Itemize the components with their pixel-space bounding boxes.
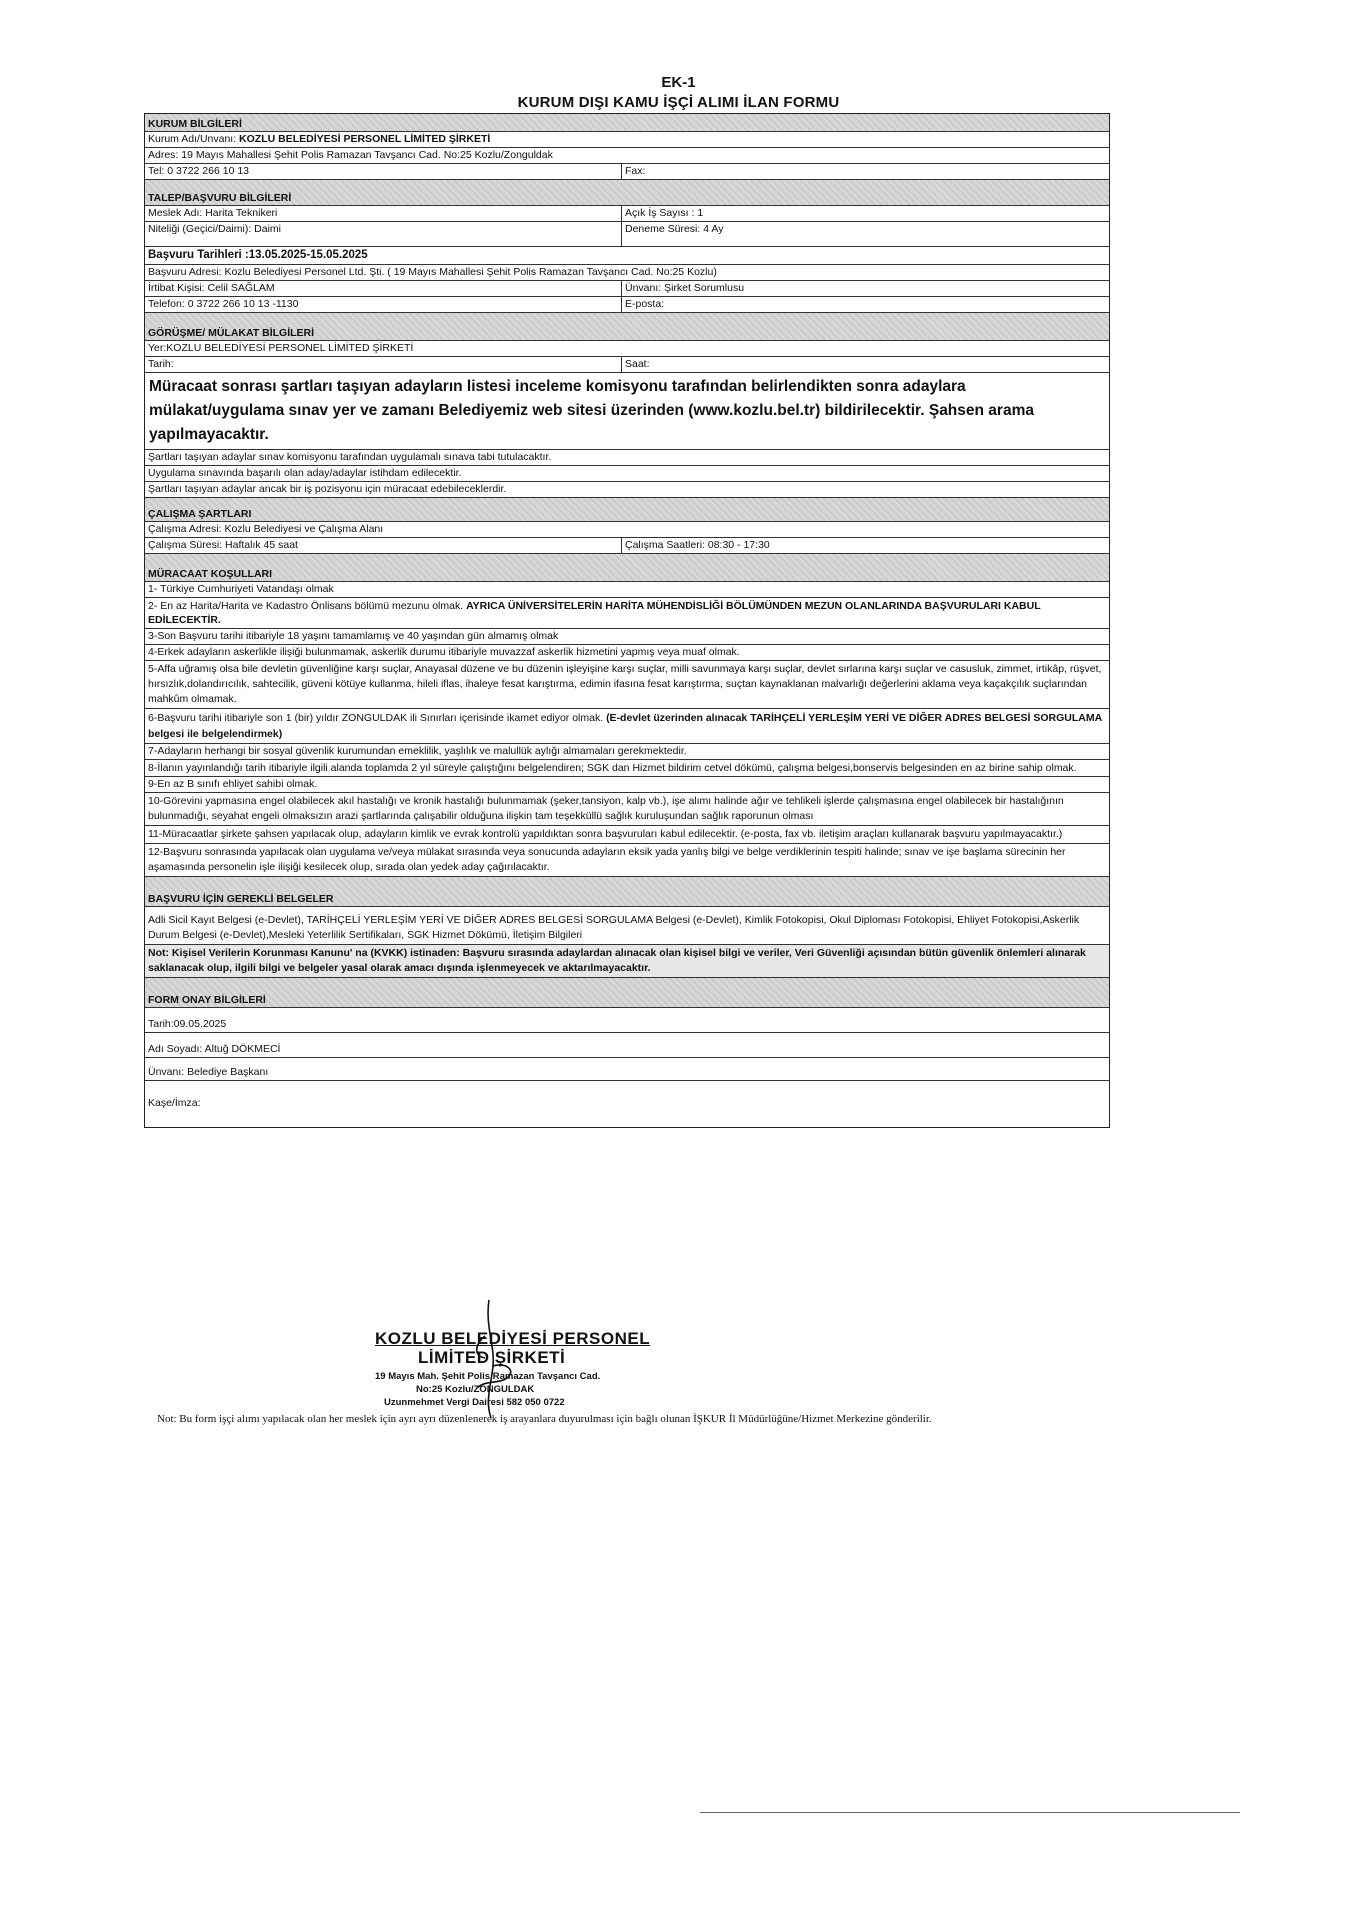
telefon: Telefon: 0 3722 266 10 13 -1130 bbox=[145, 297, 622, 312]
kosul-4: 4-Erkek adayların askerlikle ilişiği bulunmamak, askerlik durumu itibariyle muvazzaf askerlik hizmetini yapmış veya muaf olmak. bbox=[145, 645, 1109, 661]
talep-row-irtibat bbox=[145, 281, 1109, 297]
acik-is-sayisi: Açık İş Sayısı : 1 bbox=[625, 207, 704, 219]
section-kurum: KURUM BİLGİLERİ bbox=[145, 114, 1109, 132]
kosul-3: 3-Son Başvuru tarihi itibariyle 18 yaşını tamamlamış ve 40 yaşından gün almamış olmak bbox=[145, 629, 1109, 645]
irtibat-kisisi: İrtibat Kişisi: Celil SAĞLAM bbox=[145, 281, 622, 296]
gorusme-line-1: Şartları taşıyan adaylar sınav komisyonu tarafından uygulamalı sınava tabi tutulacaktır. bbox=[145, 450, 1109, 466]
kosul-5: 5-Affa uğramış olsa bile devletin güvenliğine karşı suçlar, Anayasal düzene ve bu düzenin işleyişine karşı suçlar, milli savunmaya karşı suçlar, devlet sırlarına karşı suçlar ve casusluk, zimmet, irtikâp, rüşvet, hırsızlık,dolandırıcılık, sahtecilik, güveni kötüye kullanma, hileli iflas, ihaleye fesat karıştırma, edimin ifasına fesat karıştırma, suçtan kaynaklanan malvarlığı değerlerini aklama veya kaçakçılık suçlarından mahkûm olmamak. bbox=[145, 661, 1109, 709]
kurum-tel: Tel: 0 3722 266 10 13 bbox=[145, 164, 622, 179]
notice-text: Müracaat sonrası şartları taşıyan adayların listesi inceleme komisyonu tarafından belirlendikten sonra adaylara mülakat/uygulama sınav yer ve zamanı Belediyemiz web sitesi üzerinden (www.kozlu.bel.tr) bildirilecektir. Şahsen arama yapılmayacaktır. bbox=[145, 373, 1109, 450]
meslek-adi: Meslek Adı: Harita Teknikeri bbox=[145, 206, 622, 221]
stamp-company-name: KOZLU BELEDİYESİ PERSONEL bbox=[375, 1329, 651, 1348]
section-calisma: ÇALIŞMA ŞARTLARI bbox=[145, 498, 1109, 522]
gorusme-line-2: Uygulama sınavında başarılı olan aday/adaylar istihdam edilecektir. bbox=[145, 466, 1109, 482]
talep-row-telefon bbox=[145, 297, 1109, 313]
kosul-9: 9-En az B sınıfı ehliyet sahibi olmak. bbox=[145, 777, 1109, 793]
kosul-6 bbox=[145, 709, 1109, 744]
stamp-tax-office: Uzunmehmet Vergi Dairesi 582 050 0722 bbox=[384, 1397, 565, 1408]
eposta: E-posta: bbox=[625, 298, 665, 310]
section-talep: TALEP/BAŞVURU BİLGİLERİ bbox=[145, 180, 1109, 206]
kosul-12: 12-Başvuru sonrasında yapılacak olan uygulama ve/veya mülakat sırasında veya sonucunda adayların eksik yada yanlış bilgi ve belge verdiklerinin tespiti halinde; sınav ve işe başlama sürecinin her aşamasında personelin işle ilişiği kesilecek olup, sırada olan yedek aday çağırılacaktır. bbox=[145, 844, 1109, 877]
kosul-11: 11-Müracaatlar şirkete şahsen yapılacak olup, adayların kimlik ve evrak kontrolü yapıldıktan sonra başvuruları kabul edilecektir. (e-posta, fax vb. iletişim araçları kullanarak başvuru yapılmayacaktır.) bbox=[145, 826, 1109, 844]
kurum-adi bbox=[145, 132, 1109, 148]
kurum-adi-label: Kurum Adı/Unvanı: bbox=[148, 133, 240, 145]
kosul-2-bold: AYRICA ÜNİVERSİTELERİN HARİTA MÜHENDİSLİĞİ BÖLÜMÜNDEN MEZUN OLANLARINDA BAŞVURULARI KABUL EDİLECEKTİR. bbox=[148, 600, 1041, 626]
kurum-tel-fax bbox=[145, 164, 1109, 180]
section-belgeler: BAŞVURU İÇİN GEREKLİ BELGELER bbox=[145, 877, 1109, 907]
calisma-adresi: Çalışma Adresi: Kozlu Belediyesi ve Çalışma Alanı bbox=[145, 522, 1109, 538]
gorusme-tarih-saat bbox=[145, 357, 1109, 373]
divider-line bbox=[700, 1812, 1240, 1813]
gorusme-yer: Yer:KOZLU BELEDİYESİ PERSONEL LİMİTED ŞİRKETİ bbox=[145, 341, 1109, 357]
kurum-fax: Fax: bbox=[625, 165, 646, 177]
onay-kase-imza: Kaşe/İmza: bbox=[148, 1097, 201, 1109]
kosul-1: 1- Türkiye Cumhuriyeti Vatandaşı olmak bbox=[145, 582, 1109, 598]
basvuru-tarihleri: Başvuru Tarihleri :13.05.2025-15.05.2025 bbox=[145, 247, 1109, 265]
stamp-address: 19 Mayıs Mah. Şehit Polis Ramazan Tavşancı Cad. bbox=[375, 1371, 601, 1382]
handwritten-signature-icon bbox=[455, 1296, 535, 1426]
niteligi: Niteliği (Geçici/Daimi): Daimi bbox=[145, 222, 622, 246]
onay-tarih: Tarih:09.05.2025 bbox=[145, 1008, 1109, 1033]
gorusme-tarih: Tarih: bbox=[145, 357, 622, 372]
talep-row-1 bbox=[145, 206, 1109, 222]
onay-adi-soyadi: Adı Soyadı: Altuğ DÖKMECİ bbox=[145, 1033, 1109, 1058]
annex-label: EK-1 bbox=[661, 74, 696, 91]
stamp-company-type: LİMİTED ŞİRKETİ bbox=[418, 1348, 566, 1367]
kosul-10: 10-Görevini yapmasına engel olabilecek akıl hastalığı ve kronik hastalığı bulunmamak (şeker,tansiyon, kalp vb.), işe alımı halinde ağır ve tehlikeli işlerde çalışmasına engel olabilecek bir hastalığının bulunmadığı, seyahat engeli olmaksızın arazi şartlarında çalışabilir olduğuna ilişkin tam teşekküllü sağlık kuruluşundan sağlık raporunun olması bbox=[145, 793, 1109, 826]
kosul-2 bbox=[145, 598, 1109, 629]
kurum-adi-value: KOZLU BELEDİYESİ PERSONEL LİMİTED ŞİRKETİ bbox=[239, 133, 491, 145]
form-title: KURUM DIŞI KAMU İŞÇİ ALIMI İLAN FORMU bbox=[517, 94, 840, 111]
section-gorusme: GÖRÜŞME/ MÜLAKAT BİLGİLERİ bbox=[145, 313, 1109, 341]
calisma-saatleri: Çalışma Saatleri: 08:30 - 17:30 bbox=[625, 539, 770, 551]
gerekli-belgeler: Adli Sicil Kayıt Belgesi (e-Devlet), TARİHÇELİ YERLEŞİM YERİ VE DİĞER ADRES BELGESİ SORGULAMA Belgesi (e-Devlet), Kimlik Fotokopisi, Okul Diploması Fotokopisi, Ehliyet Fotokopisi,Askerlik Durum Belgesi (e-Devlet),Mesleki Yeterlilik Sertifikaları, SGK Hizmet Dökümü, İletişim Bilgileri bbox=[145, 907, 1109, 945]
gorusme-saat: Saat: bbox=[625, 358, 650, 370]
stamp-city: No:25 Kozlu/ZONGULDAK bbox=[416, 1384, 535, 1395]
basvuru-adresi: Başvuru Adresi: Kozlu Belediyesi Personel Ltd. Şti. ( 19 Mayıs Mahallesi Şehit Polis Ramazan Tavşancı Cad. No:25 Kozlu) bbox=[145, 265, 1109, 281]
gorusme-line-3: Şartları taşıyan adaylar ancak bir iş pozisyonu için müracaat edebileceklerdir. bbox=[145, 482, 1109, 498]
kosul-2-text: 2- En az Harita/Harita ve Kadastro Önlisans bölümü mezunu olmak. bbox=[148, 600, 467, 612]
section-muracaat: MÜRACAAT KOŞULLARI bbox=[145, 554, 1109, 582]
announcement-form bbox=[144, 113, 1110, 1128]
kvkk-note: Not: Kişisel Verilerin Korunması Kanunu' na (KVKK) istinaden: Başvuru sırasında adaylardan alınacak olan kişisel bilgi ve veriler, Veri Güvenliği açısından bütün güvenlik önlemleri alınarak saklanacak olup, ilgili bilgi ve belgeler yasal olarak amacı dışında işlenmeyecek ve aktarılmayacaktır. bbox=[145, 945, 1109, 978]
onay-unvani: Ünvanı: Belediye Başkanı bbox=[145, 1058, 1109, 1081]
footer-note: Not: Bu form işçi alımı yapılacak olan her meslek için ayrı ayrı düzenlenerek iş arayanlara duyurulması için bağlı olunan İŞKUR İl Müdürlüğüne/Hizmet Merkezine gönderilir. bbox=[157, 1413, 932, 1425]
kosul-6-bold: (E-devlet üzerinden alınacak TARİHÇELİ YERLEŞİM YERİ VE DİĞER ADRES BELGESİ SORGULAMA belgesi ile belgelendirmek) bbox=[148, 712, 1102, 740]
deneme-suresi: Deneme Süresi: 4 Ay bbox=[625, 223, 724, 235]
kurum-adres: Adres: 19 Mayıs Mahallesi Şehit Polis Ramazan Tavşancı Cad. No:25 Kozlu/Zonguldak bbox=[145, 148, 1109, 164]
calisma-row bbox=[145, 538, 1109, 554]
kosul-8: 8-İlanın yayınlandığı tarih itibariyle ilgili alanda toplamda 2 yıl süreyle çalıştığını belgelendiren; SGK dan Hizmet bildirim cetvel dökümü, çalışma belgesi,bonservis belgesinden en az birine sahip olmak. bbox=[145, 760, 1109, 777]
section-onay: FORM ONAY BİLGİLERİ bbox=[145, 978, 1109, 1008]
talep-row-2 bbox=[145, 222, 1109, 247]
kosul-7: 7-Adayların herhangi bir sosyal güvenlik kurumundan emeklilik, yaşlılık ve malullük aylığı almamaları gerekmektedir. bbox=[145, 744, 1109, 760]
kosul-6-text: 6-Başvuru tarihi itibariyle son 1 (bir) yıldır ZONGULDAK ili Sınırları içerisinde ikamet ediyor olmak. bbox=[148, 712, 607, 724]
irtibat-unvani: Ünvanı: Şirket Sorumlusu bbox=[625, 282, 745, 294]
calisma-suresi: Çalışma Süresi: Haftalık 45 saat bbox=[145, 538, 622, 553]
